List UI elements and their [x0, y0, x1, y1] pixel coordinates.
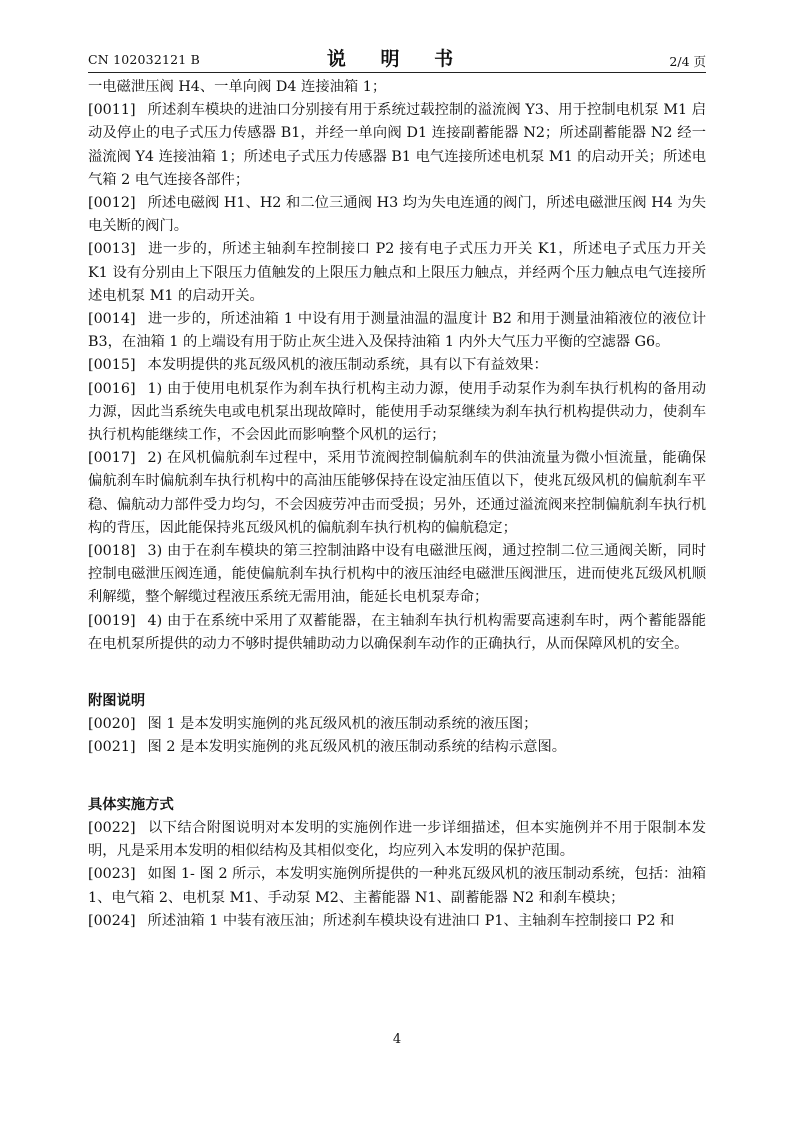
paragraph-text: 进一步的，所述主轴刹车控制接口 P2 接有电子式压力开关 K1，所述电子式压力开关 K1 设有分别由上下限压力值触发的上限压力触点和上限压力触点，并经两个压力触点电气连接所述电机泵 M1 的启动开关。 [88, 241, 706, 304]
paragraph-text: 图 1 是本发明实施例的兆瓦级风机的液压制动系统的液压图； [147, 716, 538, 733]
paragraph [88, 910, 706, 933]
paragraph-number: [0021] [88, 739, 136, 756]
heading-embodiment: 具体实施方式 [88, 796, 174, 813]
heading-figures: 附图说明 [88, 693, 146, 710]
paragraph-number: [0015] [88, 357, 136, 374]
paragraph [88, 99, 706, 192]
paragraph-number: [0018] [88, 543, 136, 560]
paragraph-group-summary [88, 99, 706, 656]
paragraph-number: [0016] [88, 380, 136, 397]
paragraph-text: 本发明提供的兆瓦级风机的液压制动系统，具有以下有益效果： [147, 357, 548, 374]
paragraph-number: [0017] [88, 450, 136, 467]
paragraph [88, 817, 706, 863]
paragraph-number: [0014] [88, 311, 136, 328]
continuation-text: 一电磁泄压阀 H4、一单向阀 D4 连接油箱 1； [88, 79, 387, 95]
paragraph-text: 1) 由于使用电机泵作为刹车执行机构主动力源，使用手动泵作为刹车执行机构的备用动力源，因此当系统失电或电机泵出现故障时，能使用手动泵继续为刹车执行机构提供动力，使刹车执行机构能继续工作，不会因此而影响整个风机的运行； [88, 380, 706, 444]
paragraph [88, 378, 706, 448]
paragraph [88, 863, 706, 909]
section-gap [88, 760, 706, 794]
paragraph-text: 所述电磁阀 H1、H2 和二位三通阀 H3 均为失电连通的阀门，所述电磁泄压阀 H4 为失电关断的阀门。 [88, 195, 706, 235]
document-body [88, 76, 706, 933]
paragraph [88, 238, 706, 308]
paragraph [88, 308, 706, 354]
paragraph-number: [0024] [88, 912, 136, 929]
section-gap [88, 656, 706, 690]
paragraph-number: [0020] [88, 716, 136, 733]
paragraph-text: 进一步的，所述油箱 1 中设有用于测量油温的温度计 B2 和用于测量油箱液位的液位计 B3，在油箱 1 的上端设有用于防止灰尘进入及保持油箱 1 内外大气压力平衡的空滤器 G6。 [88, 311, 706, 351]
paragraph-text: 以下结合附图说明对本发明的实施例作进一步详细描述，但本实施例并不用于限制本发明，凡是采用本发明的相似结构及其相似变化，均应列入本发明的保护范围。 [88, 819, 706, 860]
paragraph [88, 354, 706, 377]
paragraph-group-figures [88, 713, 706, 759]
header-rule [88, 72, 706, 73]
paragraph-text: 图 2 是本发明实施例的兆瓦级风机的液压制动系统的结构示意图。 [147, 739, 567, 756]
paragraph [88, 192, 706, 238]
paragraph [88, 736, 706, 759]
page-number: 4 [392, 1032, 402, 1047]
paragraph [88, 540, 706, 610]
paragraph-number: [0019] [88, 612, 136, 629]
paragraph-text: 4) 由于在系统中采用了双蓄能器，在主轴刹车执行机构需要高速刹车时，两个蓄能器能在电机泵所提供的动力不够时提供辅助动力以确保刹车动作的正确执行，从而保障风机的安全。 [88, 612, 706, 652]
page-count: 2/4 页 [669, 54, 706, 69]
paragraph-text: 所述油箱 1 中装有液压油；所述刹车模块设有进油口 P1、主轴刹车控制接口 P2 和 [147, 912, 675, 929]
paragraph-number: [0011] [88, 102, 136, 119]
paragraph-text: 所述刹车模块的进油口分别接有用于系统过载控制的溢流阀 Y3、用于控制电机泵 M1 启动及停止的电子式压力传感器 B1，并经一单向阀 D1 连接副蓄能器 N2；所述副蓄能器 N2 经一溢流阀 Y4 连接油箱 1；所述电子式压力传感器 B1 电气连接所述电机泵 M1 的启动开关；所述电气箱 2 电气连接各部件； [88, 102, 706, 188]
paragraph-text: 如图 1- 图 2 所示，本发明实施例所提供的一种兆瓦级风机的液压制动系统，包括：油箱 1、电气箱 2、电机泵 M1、手动泵 M2、主蓄能器 N1、副蓄能器 N2 和刹车模块； [88, 866, 706, 906]
paragraph-text: 2) 在风机偏航刹车过程中，采用节流阀控制偏航刹车的供油流量为微小恒流量，能确保偏航刹车时偏航刹车执行机构中的高油压能够保持在设定油压值以下，使兆瓦级风机的偏航刹车平稳、偏航动力部件受力均匀，不会因疲劳冲击而受损；另外，还通过溢流阀来控制偏航刹车执行机构的背压，因此能保持兆瓦级风机的偏航刹车执行机构的偏航稳定； [88, 450, 706, 536]
paragraph-number: [0012] [88, 195, 136, 212]
paragraph-number: [0013] [88, 241, 136, 258]
paragraph-text: 3) 由于在刹车模块的第三控制油路中设有电磁泄压阀，通过控制二位三通阀关断，同时控制电磁泄压阀连通，能使偏航刹车执行机构中的液压油经电磁泄压阀泄压，进而使兆瓦级风机顺利解缆，整个解缆过程液压系统无需用油，能延长电机泵寿命； [88, 543, 706, 606]
patent-number: CN 102032121 B [88, 52, 201, 67]
paragraph-number: [0023] [88, 866, 136, 883]
paragraph [88, 713, 706, 736]
document-title: 说 明 书 [326, 48, 468, 70]
paragraph [88, 610, 706, 656]
paragraph-group-embodiment [88, 817, 706, 933]
paragraph-number: [0022] [88, 819, 136, 836]
paragraph [88, 447, 706, 540]
